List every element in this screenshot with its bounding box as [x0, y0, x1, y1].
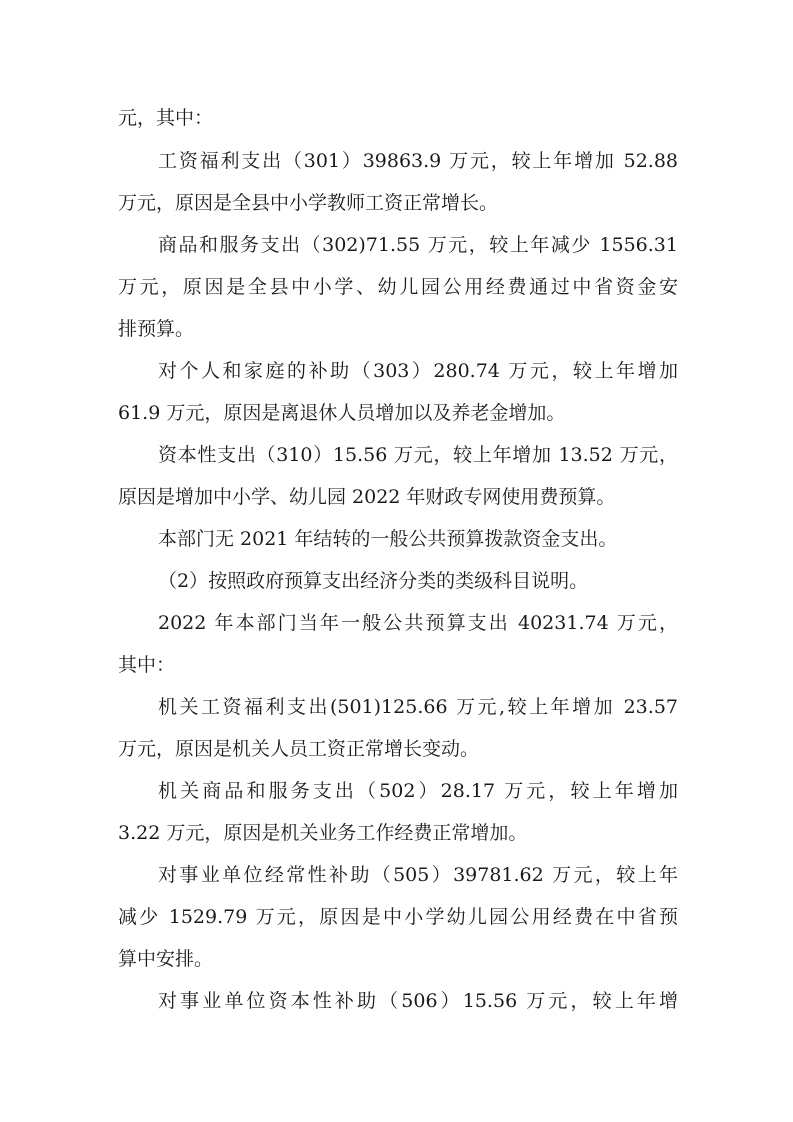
text-line: 2022 年本部门当年一般公共预算支出 40231.74 万元， — [158, 612, 678, 634]
text-line: 原因是增加中小学、幼儿园 2022 年财政专网使用费预算。 — [118, 486, 616, 508]
text-line: 算中安排。 — [118, 948, 214, 970]
text-line: 排预算。 — [118, 318, 195, 340]
text-line: 万元，原因是全县中小学教师工资正常增长。 — [118, 192, 499, 214]
text-line: 对个人和家庭的补助（303）280.74 万元，较上年增加 — [158, 360, 678, 382]
text-line: 3.22 万元，原因是机关业务工作经费正常增加。 — [118, 822, 528, 844]
text-line: 资本性支出（310）15.56 万元，较上年增加 13.52 万元， — [158, 444, 678, 466]
text-line: 减少 1529.79 万元，原因是中小学幼儿园公用经费在中省预 — [118, 906, 678, 928]
text-line: 其中： — [118, 654, 176, 676]
text-line: 机关工资福利支出(501)125.66 万元,较上年增加 23.57 — [158, 696, 678, 718]
text-line: 对事业单位资本性补助（506）15.56 万元，较上年增 — [158, 990, 678, 1012]
text-line: 61.9 万元，原因是离退休人员增加以及养老金增加。 — [118, 402, 566, 424]
text-line: （2）按照政府预算支出经济分类的类级科目说明。 — [158, 570, 589, 592]
text-line: 商品和服务支出（302)71.55 万元，较上年减少 1556.31 — [158, 234, 678, 256]
text-line: 机关商品和服务支出（502）28.17 万元，较上年增加 — [158, 780, 678, 802]
text-line: 万元，原因是全县中小学、幼儿园公用经费通过中省资金安 — [118, 276, 678, 298]
text-line: 本部门无 2021 年结转的一般公共预算拨款资金支出。 — [158, 528, 618, 550]
text-line: 万元，原因是机关人员工资正常增长变动。 — [118, 738, 480, 760]
text-line: 工资福利支出（301）39863.9 万元，较上年增加 52.88 — [158, 150, 678, 172]
text-line: 元，其中： — [118, 107, 214, 129]
text-line: 对事业单位经常性补助（505）39781.62 万元，较上年 — [158, 864, 678, 886]
